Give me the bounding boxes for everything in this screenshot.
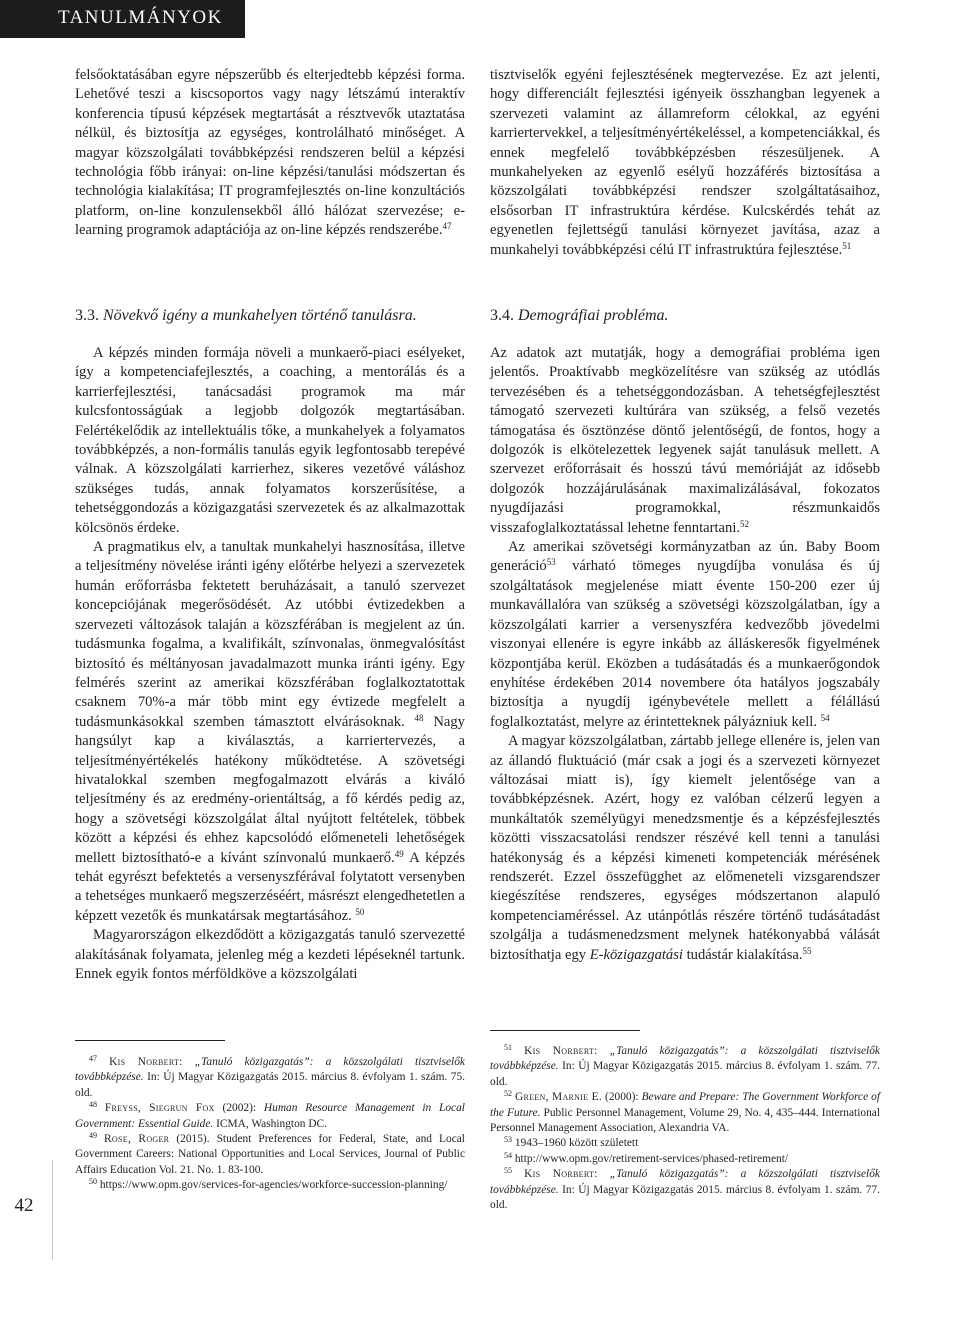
body-paragraph: A pragmatikus elv, a tanultak munkahelyi hasznosítása, illetve a teljesítmény növelése iránti igény előtérbe helyezi a szervezetek humán erőforrásba fektetett beruházásait, a tanuló szervezet koncepciójának megerősödését. Az utóbbi évtizedekben a szervezeti változások talaján a közszférában is megjelent az ún. tudásmunka fogalma, a kvalifikált, színvonalas, önmegvalósítást biztosító és méltányosan javadalmazott munka iránti igény. Egy felmérés szerint az amerikai közszférában foglalkoztatottak csaknem 70%-a már több mint egy évtizede megfelelt a tudásmunkásokkal szemben támasztott elvárásoknak. $^{48}$ Nagy hangsúlyt kap a kiválasztás, a karriertervezés, a teljesítményértékelés hatékony működtetése. A szövetségi hivatalokkal szemben megfogalmazott elvárás a kiváló teljesítmény és az eredmény-orientáltság, a fő kérdés pedig az, hogy a szövetségi közszolgálat által nyújtott feltételek, többek között a képzési és ehhez kapcsolódó előmeneteli lehetőségek mellett biztosítható-e a kívánt színvonalú munkaerő.$^{49}$ A képzés tehát egyrészt befektetés a versenyszférával folytatott versenyben a tehetséges munkaerő megszerzéséért, másrészt elengedhetetlen a képzett vezetők és munkatársak megtartásához. $^{50}$ (75, 539, 466, 924)
footnote-separator (75, 1040, 225, 1041)
footnote-ref: 48 (414, 712, 424, 723)
right-column-intro (490, 66, 880, 260)
footnote-ref: 51 (842, 240, 852, 251)
footnote: $^{54}$ http://www.opm.gov/retirement-services/phased-retirement/ (504, 1150, 789, 1165)
right-footnotes (490, 1044, 880, 1213)
left-column-intro (75, 66, 465, 241)
section-label: TANULMÁNYOK (58, 7, 223, 28)
right-column-body (490, 344, 880, 965)
section-heading: 3.4. Demográfiai probléma. (490, 307, 669, 324)
footnote-separator (490, 1030, 640, 1031)
left-footnotes (75, 1055, 465, 1194)
margin-rule (52, 1160, 53, 1260)
page-number: 42 (14, 1195, 34, 1216)
body-paragraph: felsőoktatásában egyre népszerűbb és elterjedtebb képzési forma. Lehetővé teszi a kiscsoportos vagy nagy létszámú interaktív konferencia típusú képzések megtartását a résztvevők utaztatása nélkül, és biztosítja az egységes, kontrolálható minőséget. A magyar közszolgálati továbbképzési rendszeren belül a képzési technológia főbb irányai: on-line képzési/tanulási módszertan és technológia kialakítása; IT programfejlesztés on-line konzultációs platform, on-line konzulensekből álló hálózat szervezése; e-learning programok adaptációja az on-line képzés rendszerébe.$^{47}$ (75, 67, 465, 239)
footnote-ref: 53 (546, 557, 556, 568)
body-paragraph: A képzés minden formája növeli a munkaerő-piaci esélyeket, így a kompetenciafejlesztés, a coaching, a mentorálás és a karrierfejlesztési, tanácsadási programok ma már kulcsfontosságúak a legjobb dolgozók megtartásában. Felértékelődik az intellektuális tőke, a munkahelyek a folyamatos továbbképzés, a non-formális tanulás egyik legfontosabb terepévé válnak. A közszolgálati karrierhez, sikeres vezetővé váláshoz szükséges tudás, annak folyamatos korszerűsítése, a tehetséggondozás a közigazgatási szervezetek és az alkalmazottak kölcsönös érdeke. (75, 345, 465, 536)
footnote-ref: 54 (820, 712, 830, 723)
section-heading-3-3 (75, 307, 465, 325)
footnote: $^{55}$ Kis Norbert: „Tanuló közigazgatás”: a közszolgálati tisztviselők továbbképzése. In: Új Magyar Közigazgatás 2015. március 8. évfolyam 1. szám. 77. old. (490, 1166, 880, 1212)
body-paragraph: Az adatok azt mutatják, hogy a demográfiai probléma igen jelentős. Proaktívabb megközelítésre van szükség az utódlás tervezésében és a tehetséggondozásban. A tehetségfejlesztést támogató szervezeti kultúrára van szükség, a felső vezetés támogatása és ösztönzése döntő jelentőségű, de fontos, hogy a dolgozók is elkötelezettek legyenek saját tanulásuk mellett. A szervezet erőforrásait és hosszú távú memóriáját az idősebb dolgozók hozzájárulásának maximalizálásával, fokozatos nyugdíjazási programokkal, részmunkaidős visszafoglalkoztatással lehetne fenntartani.$^{52}$ (490, 345, 880, 536)
footnote: $^{51}$ Kis Norbert: „Tanuló közigazgatás”: a közszolgálati tisztviselők továbbképzése. In: Új Magyar Közigazgatás 2015. március 8. évfolyam 1. szám. 77. old. (490, 1043, 880, 1088)
footnote: $^{48}$ Freyss, Siegrun Fox (2002): Human Resource Management in Local Government: Essential Guide. ICMA, Washington DC. (75, 1100, 465, 1130)
body-paragraph: tisztviselők egyéni fejlesztésének megtervezése. Ez azt jelenti, hogy differenciált fejlesztési igényeik összhangban legyenek a szervezeti valamint az államreform célokkal, az egyéni karriertervekkel, a teljesítményértékeléssel, a kompetenciákkal, és ennek megfelelő továbbképzésben részesüljenek. A munkahelyeken az egyenlő esélyű hozzáférés biztosítása a közszolgálati továbbképzési rendszer szolgáltatásaihoz, elsősorban IT infrastruktúra kérdése. Kulcskérdés tehát az egyenetlen fejlettségű tanulási környezet javítása, azaz a munkahelyi továbbképzési célú IT infrastruktúra fejlesztése.$^{51}$ (490, 67, 880, 258)
body-paragraph: Az amerikai szövetségi kormányzatban az ún. Baby Boom generáció$^{53}$ várható tömeges nyugdíjba vonulása és új szolgáltatások megjelenése miatt évente 150-200 ezer új munkavállalóra van szükség a szövetségi közszolgálatban, így a közszolgálati karrier a versenyszféra kedvezőbb jövedelmi viszonyai ellenére is egyre inkább az álláskeresők figyelmének központjába kerül. Eközben a tudásátadás és a munkaerőgondok enyhítése érdekében 2014 novembere óta hatályos jogszabály biztosítja a nyugdíj igénybevétele mellett a félállású foglalkoztatást, melyre az érintetteknek pályázniuk kell. $^{54}$ (490, 539, 880, 730)
footnote: $^{52}$ Green, Marnie E. (2000): Beware and Prepare: The Government Workforce of the Future. Public Personnel Management, Volume 29, No. 4, 435–444. International Personnel Management Association, Alexandria VA. (490, 1089, 880, 1135)
left-column-body (75, 344, 465, 984)
footnote-ref: 49 (394, 848, 404, 859)
section-heading: 3.3. Növekvő igény a munkahelyen történő tanulásra. (75, 307, 417, 324)
section-heading-3-4 (490, 307, 880, 325)
footnote: $^{53}$ 1943–1960 között született (504, 1135, 639, 1150)
section-header-bar (0, 0, 245, 38)
footnote-ref: 50 (355, 906, 365, 917)
footnote-ref: 47 (442, 221, 452, 232)
footnote: $^{49}$ Rose, Roger (2015). Student Preferences for Federal, State, and Local Government Careers: National Opportunities and Local Services, Journal of Public Affairs Education Vol. 21. No. 1. 83-100. (75, 1131, 465, 1176)
footnote: $^{50}$ https://www.opm.gov/services-for-agencies/workforce-succession-planning/ (89, 1177, 448, 1192)
body-paragraph: Magyarországon elkezdődött a közigazgatás tanuló szervezetté alakításának folyamata, jelenleg még a kezdeti lépéseknél tartunk. Ennek egyik fontos mérföldköve a közszolgálati (75, 927, 465, 982)
body-paragraph: A magyar közszolgálatban, zártabb jellege ellenére is, jelen van az állandó fluktuáció (már csak a jogi és a szervezeti környezet változásai miatt is), így kiemelt jelentősége van a továbbképzésnek. Azért, hogy ez valóban célzerű legyen a munkáltatók személyügyi menedzsmentje és a képzésfejlesztés közötti visszacsatolási rendszer részévé kell tenni a tanulási hatékonyság és a képzési kimeneti kompetenciák mérésének rendszerét. Ezzel összefügghet az előmeneteli vizsgarendszer kiegészítése rendszeres, egységes módszertanon alapuló kompetenciaméréssel. Az utánpótlás részére történő tudásátadást szolgálja a tudásmenedzsment melynek hatékonyabbá válását biztosíthatja egy E-közigazgatási tudástár kialakítása.$^{55}$ (490, 733, 880, 963)
footnote-ref: 55 (802, 945, 812, 956)
footnote-ref: 52 (740, 518, 750, 529)
footnote: $^{47}$ Kis Norbert: „Tanuló közigazgatás”: a közszolgálati tisztviselők továbbképzése. In: Új Magyar Közigazgatás 2015. március 8. évfolyam 1. szám. 75. old. (75, 1054, 465, 1099)
